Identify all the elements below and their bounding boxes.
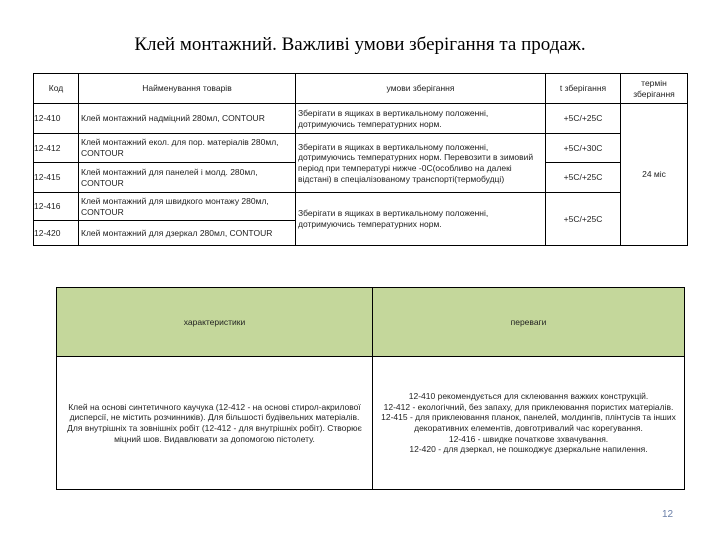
advantage-line: 12-410 рекомендується для склеювання важких конструкцій. [408,391,649,402]
row-code: 12-412 [33,133,79,163]
row-name: Клей монтажний для швидкого монтажу 280мл, CONTOUR [78,192,296,221]
conditions-416-420: Зберігати в ящиках в вертикальному положенні, дотримуючись температурних норм. [295,192,546,246]
row-name: Клей монтажний надміцний 280мл, CONTOUR [78,103,296,134]
header-name: Найменування товарів [78,73,296,104]
slide-title: Клей монтажний. Важливі умови зберігання та продаж. [134,34,586,55]
temp-412: +5C/+30C [545,133,621,163]
advantage-line: 12-412 - екологічний, без запаху, для приклеювання пористих матеріалів. [383,401,674,412]
row-name: Клей монтажний для панелей і молд. 280мл, CONTOUR [78,162,296,193]
header-term: термін зберігання [620,73,688,104]
advantage-line: 12-420 - для дзеркал, не пошкоджує дзеркальне напилення. [409,444,648,455]
row-code: 12-410 [33,103,79,134]
row-name: Клей монтажний екол. для пор. матеріалів 280мл, CONTOUR [78,133,296,163]
page-number: 12 [662,509,674,520]
characteristics-text: Клей на основі синтетичного каучука (12-412 - на основі стирол-акрилової дисперсії, не містить розчинників). Для більшості будівельних матеріалів. Для внутрішніх та зовнішніх робіт (12-412 - для внутрішніх робіт). Створює міцний шов. Видавлювати за допомогою пістолету. [56,356,373,490]
header-conditions: умови зберігання [295,73,546,104]
temp-415: +5C/+25C [545,162,621,193]
advantage-line: 12-415 - для приклеювання планок, панелей, молдингів, плінтусів та інших декоративних елементів, довготривалий час корегування. [381,412,676,433]
row-code: 12-415 [33,162,79,193]
row-code: 12-416 [33,192,79,221]
characteristics-header: характеристики [56,287,373,357]
conditions-410: Зберігати в ящиках в вертикальному положенні, дотримуючись температурних норм. [295,103,546,134]
advantage-line: 12-416 - швидке початкове зхвачування. [448,433,609,444]
header-code: Код [33,73,79,104]
row-name: Клей монтажний для дзеркал 280мл, CONTOUR [78,220,296,246]
advantages-header: переваги [372,287,685,357]
temp-416-420: +5C/+25C [545,192,621,246]
advantages-text [372,356,685,490]
temp-410: +5C/+25C [545,103,621,134]
row-code: 12-420 [33,220,79,246]
term-value: 24 міс [620,103,688,246]
header-temp: t зберігання [545,73,621,104]
conditions-412-415: Зберігати в ящиках в вертикальному положенні, дотримуючись температурних норм. Перевозити в зимовий період при температурі нижче -0С(особливо на далекі відстані) в спеціалізованому транспорті(термобудці) [295,133,546,193]
